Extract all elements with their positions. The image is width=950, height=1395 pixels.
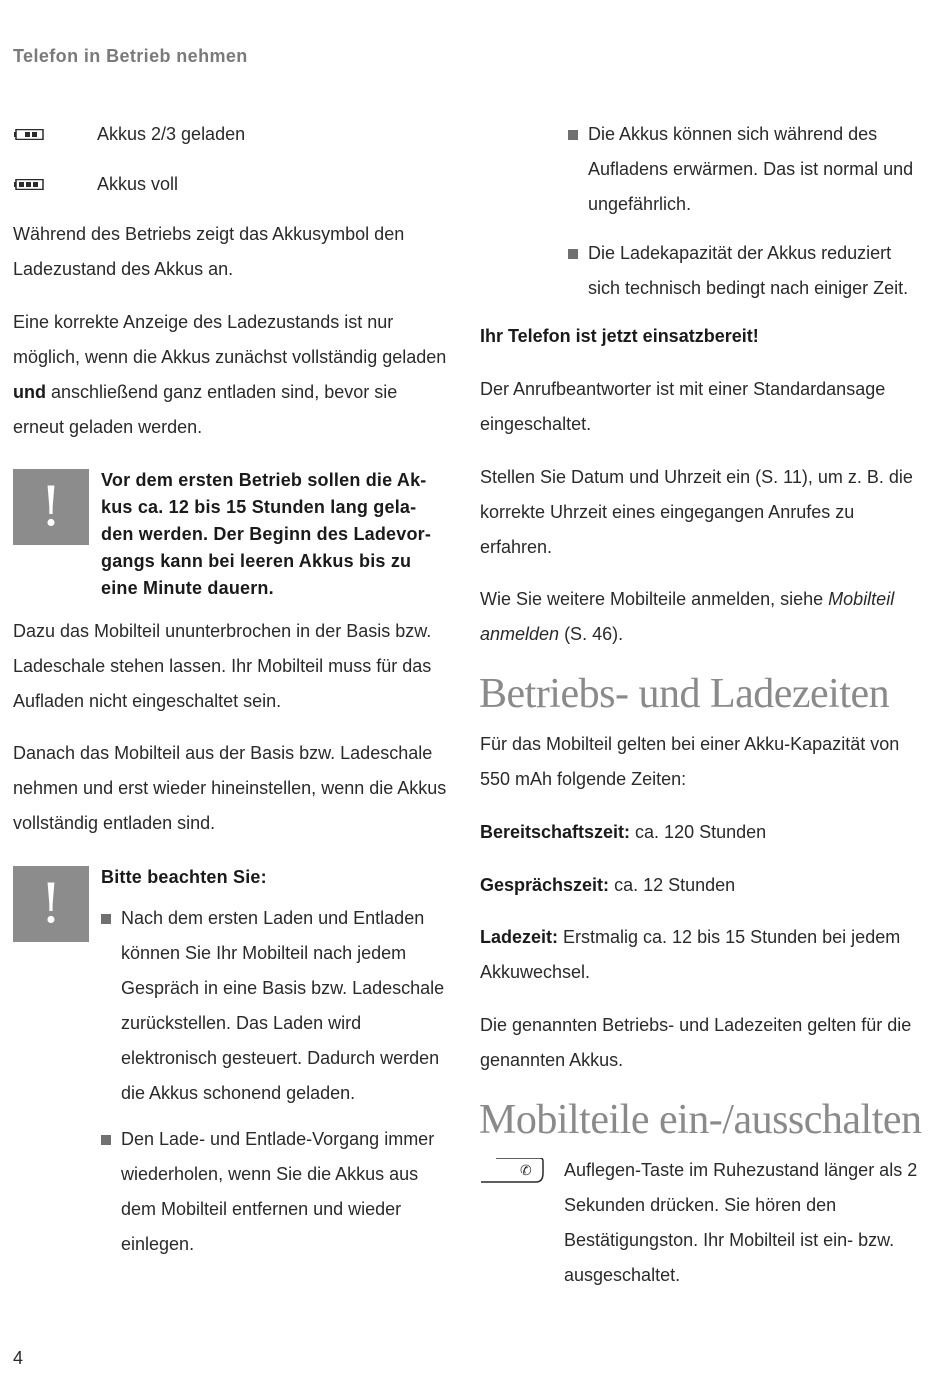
warning-line: Vor dem ersten Betrieb sollen die Ak- bbox=[101, 470, 427, 490]
warning-line: den werden. Der Beginn des Ladevor- bbox=[101, 524, 432, 544]
notice-bullet-1: Nach dem ersten Laden und Entladen können Sie Ihr Mobilteil nach jedem Gespräch in eine Basis bzw. Ladeschale zurückstellen. Das Laden wird elektronisch gesteuert. Dadurch werden die Akkus schonend geladen. bbox=[101, 901, 446, 1111]
register-handsets-paragraph: Wie Sie weitere Mobilteile anmelden, siehe Mobilteil anmelden (S. 46). bbox=[480, 589, 895, 644]
warning-line: kus ca. 12 bis 15 Stunden lang gela- bbox=[101, 497, 417, 517]
date-time-paragraph: Stellen Sie Datum und Uhrzeit ein (S. 11), um z. B. die korrekte Uhrzeit eines eingegangen Anrufes zu erfahren. bbox=[480, 467, 913, 557]
capacity-paragraph: Für das Mobilteil gelten bei einer Akku-Kapazität von 550 mAh folgende Zeiten: bbox=[480, 734, 900, 789]
standby-time: Bereitschaftszeit: ca. 120 Stunden bbox=[480, 822, 767, 842]
capacity-bullet: Die Ladekapazität der Akkus reduziert sich technisch bedingt nach einiger Zeit. bbox=[568, 236, 928, 306]
end-call-key-icon bbox=[480, 1158, 546, 1189]
battery-full-label: Akkus voll bbox=[97, 174, 179, 194]
notice-title: Bitte beachten Sie: bbox=[101, 867, 267, 887]
notice-bullet-2: Den Lade- und Entlade-Vorgang immer wiederholen, wenn Sie die Akkus aus dem Mobilteil entfernen und wieder einlegen. bbox=[101, 1122, 446, 1262]
validity-paragraph: Die genannten Betriebs- und Ladezeiten gelten für die genannten Akkus. bbox=[480, 1015, 912, 1070]
cross-reference-link: Mobilteil anmelden bbox=[480, 589, 895, 644]
ready-heading: Ihr Telefon ist jetzt einsatzbereit! bbox=[480, 326, 759, 346]
answering-machine-paragraph: Der Anrufbeantworter ist mit einer Standardansage eingeschaltet. bbox=[480, 379, 886, 434]
bullet-square-icon bbox=[101, 914, 111, 924]
battery-two-thirds-label: Akkus 2/3 geladen bbox=[97, 124, 246, 144]
onoff-instruction: Auflegen-Taste im Ruhezustand länger als 2 Sekunden drücken. Sie hören den Bestätigungston. Ihr Mobilteil ist ein- bzw. ausgeschaltet. bbox=[564, 1160, 918, 1285]
battery-full-icon bbox=[14, 177, 44, 195]
charge-time: Ladezeit: Erstmalig ca. 12 bis 15 Stunden bei jedem Akkuwechsel. bbox=[480, 927, 901, 982]
battery-status-paragraph: Während des Betriebs zeigt das Akkusymbol den Ladezustand des Akkus an. bbox=[13, 224, 405, 279]
page-number: 4 bbox=[13, 1348, 24, 1368]
section-heading-times: Betriebs- und Ladezeiten bbox=[479, 671, 890, 717]
notice-icon: ! bbox=[13, 866, 89, 942]
heat-bullet: Die Akkus können sich während des Aufladens erwärmen. Das ist normal und ungefährlich. bbox=[568, 117, 928, 222]
talk-time: Gesprächszeit: ca. 12 Stunden bbox=[480, 875, 736, 895]
section-heading-onoff: Mobilteile ein-/ausschalten bbox=[479, 1097, 922, 1143]
charging-base-paragraph: Dazu das Mobilteil ununterbrochen in der Basis bzw. Ladeschale stehen lassen. Ihr Mobilteil muss für das Aufladen nicht eingeschaltet sein. bbox=[13, 621, 432, 711]
display-accuracy-paragraph: Eine korrekte Anzeige des Ladezustands ist nur möglich, wenn die Akkus zunächst vollständig geladen und anschließend ganz entladen sind, bevor sie erneut geladen werden. bbox=[13, 312, 447, 437]
warning-line: gangs kann bei leeren Akkus bis zu bbox=[101, 551, 412, 571]
bullet-square-icon bbox=[568, 130, 578, 140]
warning-line: eine Minute dauern. bbox=[101, 578, 274, 598]
battery-two-thirds-icon bbox=[14, 127, 44, 145]
first-charge-warning bbox=[101, 467, 461, 602]
bullet-square-icon bbox=[568, 249, 578, 259]
remove-handset-paragraph: Danach das Mobilteil aus der Basis bzw. Ladeschale nehmen und erst wieder hineinstellen, wenn die Akkus vollständig entladen sind. bbox=[13, 743, 447, 833]
svg-text:✆: ✆ bbox=[520, 1163, 532, 1179]
bullet-square-icon bbox=[101, 1135, 111, 1145]
warning-icon: ! bbox=[13, 469, 89, 545]
running-header: Telefon in Betrieb nehmen bbox=[13, 46, 248, 66]
